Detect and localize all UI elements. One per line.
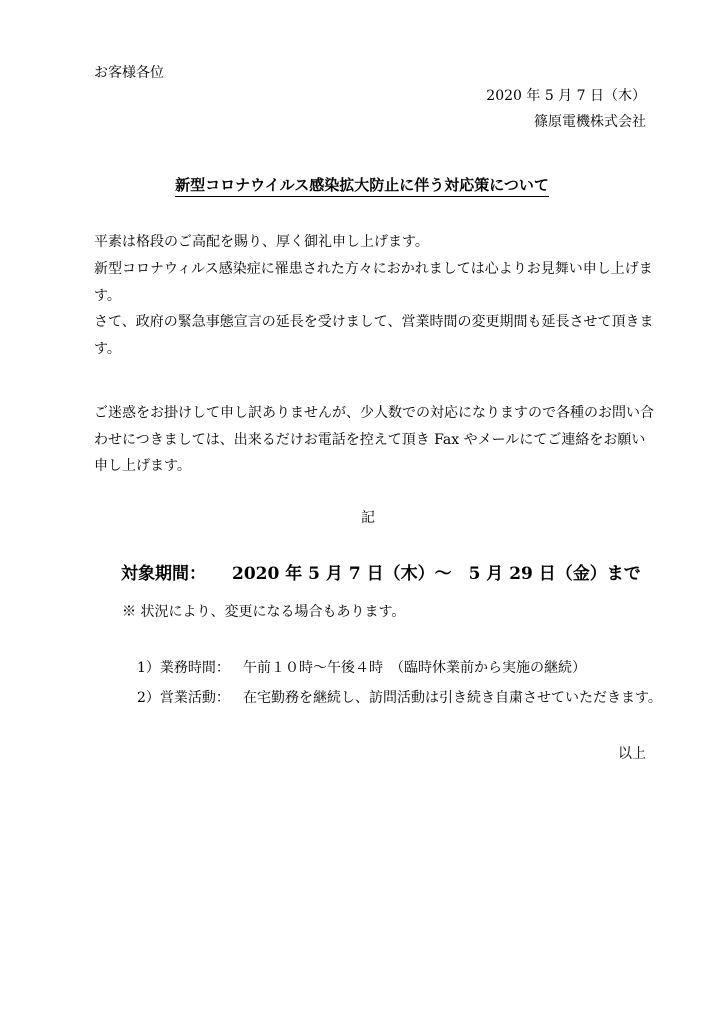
body-paragraph-1: 平素は格段のご高配を賜り、厚く御礼申し上げます。 [94, 234, 429, 250]
closing-mark: 以上 [618, 746, 646, 762]
change-note: ※ 状況により、変更になる場合もあります。 [122, 604, 406, 620]
body-paragraph-4: ご迷惑をお掛けして申し訳ありませんが、少人数での対応になりますので各種のお問い合わせにつきましては、出来るだけお電話を控えて頂き Fax やメールにてご連絡をお願い申し上げます。 [94, 405, 654, 474]
target-period [121, 559, 641, 584]
list-item-value: 在宅勤務を継続し、訪問活動は引き続き自粛させていただきます。 [243, 690, 662, 706]
document-date: 2020 年 5 月 7 日（木） [486, 88, 646, 104]
list-item [137, 687, 662, 707]
target-period-value: 2020 年 5 月 7 日（木）～ 5 月 29 日（金）まで [232, 564, 641, 584]
document-title [0, 174, 724, 195]
document-title-text: 新型コロナウイルス感染拡大防止に伴う対応策について [175, 176, 549, 197]
company-name: 篠原電機株式会社 [534, 114, 646, 130]
body-paragraph-2: 新型コロナウィルス感染症に罹患された方々におかれましては心よりお見舞い申し上げます。 [94, 261, 653, 304]
target-period-label: 対象期間： [121, 564, 206, 584]
addressee: お客様各位 [94, 65, 164, 81]
list-item-label: 1）業務時間： [137, 660, 230, 676]
ki-heading: 記 [361, 510, 375, 526]
list-item [137, 657, 586, 677]
list-item-value: 午前１０時～午後４時 （臨時休業前から実施の継続） [243, 660, 586, 676]
list-item-label: 2）営業活動： [137, 690, 230, 706]
body-paragraph-3: さて、政府の緊急事態宣言の延長を受けまして、営業時間の変更期間も延長させて頂きます。 [94, 314, 654, 357]
